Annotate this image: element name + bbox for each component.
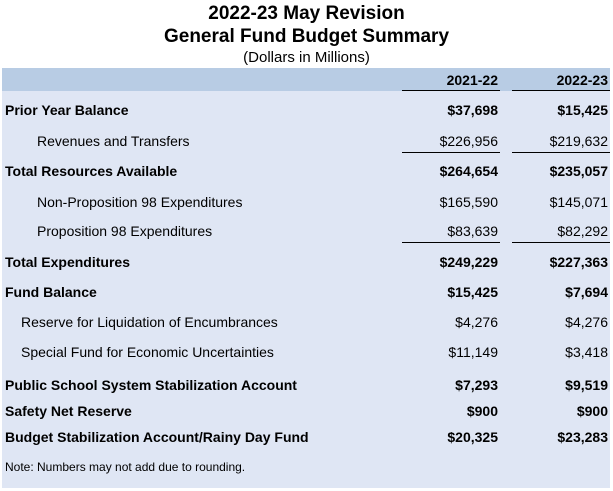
value-2021-22: $900 (466, 403, 498, 419)
value-2021-22: $165,590 (439, 194, 498, 210)
column-header-2021-22: 2021-22 (446, 72, 498, 88)
value-2022-23: $227,363 (549, 254, 608, 270)
row-label: Proposition 98 Expenditures (37, 223, 213, 239)
value-2022-23: $235,057 (549, 163, 608, 179)
value-2021-22: $83,639 (447, 223, 498, 239)
value-2021-22: $4,276 (455, 314, 498, 330)
header-underline (402, 90, 500, 91)
value-2021-22: $226,956 (439, 133, 498, 149)
value-2022-23: $9,519 (565, 377, 608, 393)
value-2021-22: $7,293 (455, 377, 498, 393)
table-row (2, 191, 610, 213)
value-2022-23: $7,694 (565, 284, 608, 300)
row-label: Special Fund for Economic Uncertainties (21, 344, 274, 360)
row-label: Total Expenditures (5, 254, 130, 270)
row-label: Safety Net Reserve (5, 403, 132, 419)
row-label: Revenues and Transfers (37, 133, 190, 149)
table-row (2, 400, 610, 422)
row-label: Reserve for Liquidation of Encumbrances (21, 314, 278, 330)
column-header-2022-23: 2022-23 (556, 72, 608, 88)
row-label: Prior Year Balance (5, 102, 129, 118)
value-2021-22: $37,698 (447, 102, 498, 118)
table-header (2, 68, 610, 91)
units-caption: (Dollars in Millions) (243, 49, 370, 66)
value-2022-23: $219,632 (549, 133, 608, 149)
subtotal-rule (402, 242, 500, 243)
table-row (2, 281, 610, 303)
table-row (2, 220, 610, 242)
document-subtitle-title: General Fund Budget Summary (163, 26, 450, 47)
subtotal-rule (512, 152, 610, 153)
table-row (2, 160, 610, 182)
subtotal-rule (512, 242, 610, 243)
header-underline (512, 90, 610, 91)
value-2021-22: $11,149 (448, 344, 498, 360)
value-2022-23: $23,283 (557, 429, 608, 445)
table-row (2, 341, 610, 363)
title-block (0, 0, 613, 66)
value-2022-23: $15,425 (557, 102, 608, 118)
value-2021-22: $20,325 (447, 429, 498, 445)
table-row (2, 311, 610, 333)
value-2022-23: $900 (576, 403, 608, 419)
footnote: Note: Numbers may not add due to rounding. (5, 460, 246, 474)
table-row (2, 426, 610, 448)
value-2022-23: $4,276 (565, 314, 608, 330)
value-2022-23: $145,071 (549, 194, 608, 210)
table-row (2, 99, 610, 121)
table-row (2, 374, 610, 396)
row-label: Non-Proposition 98 Expenditures (37, 194, 243, 210)
row-label: Total Resources Available (5, 163, 178, 179)
value-2021-22: $264,654 (439, 163, 498, 179)
table-row (2, 251, 610, 273)
value-2022-23: $82,292 (557, 223, 608, 239)
row-label: Budget Stabilization Account/Rainy Day Fund (5, 429, 309, 445)
budget-table (2, 68, 610, 488)
value-2021-22: $249,229 (439, 254, 498, 270)
table-row (2, 130, 610, 152)
row-label: Fund Balance (5, 284, 97, 300)
value-2021-22: $15,425 (447, 284, 498, 300)
subtotal-rule (402, 152, 500, 153)
row-label: Public School System Stabilization Account (5, 377, 297, 393)
value-2022-23: $3,418 (565, 344, 608, 360)
document-title: 2022-23 May Revision (208, 3, 405, 24)
